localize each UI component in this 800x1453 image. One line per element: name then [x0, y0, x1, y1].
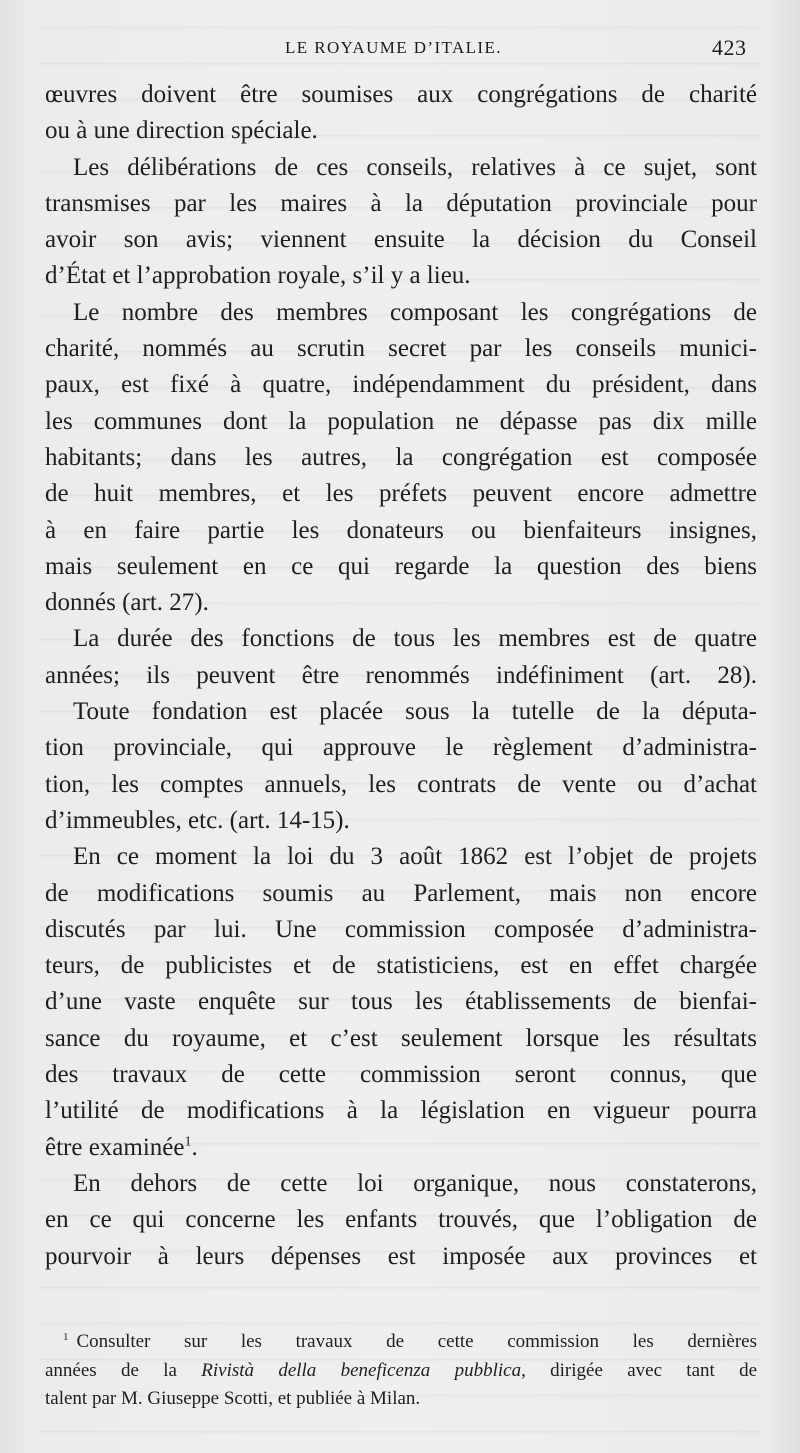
text-line: à en faire partie les donateurs ou bienfaiteurs insignes, — [45, 516, 757, 544]
footnote-block — [45, 1328, 757, 1414]
footnote-reference: 1 — [184, 1134, 192, 1150]
text-line: discutés par lui. Une commission composée d’administra- — [45, 915, 757, 943]
text-line: de modifications soumis au Parlement, mais non encore — [45, 879, 757, 907]
text-line: paux, est fixé à quatre, indépendamment du président, dans — [45, 371, 757, 399]
text-line: teurs, de publicistes et de statisticiens, est en effet chargée — [45, 952, 757, 980]
text-line: habitants; dans les autres, la congrégation est composée — [45, 443, 757, 471]
text-line: des travaux de cette commission seront connus, que — [45, 1061, 757, 1089]
footnote-text: années de la — [45, 1359, 177, 1381]
text-line: en ce qui concerne les enfants trouvés, que l’obligation de — [45, 1206, 757, 1234]
footnote-text: Consulter sur les travaux de cette commission les dernières — [76, 1331, 757, 1352]
paragraph-first-line: Le nombre des membres composant les congrégations de — [73, 298, 757, 326]
text-line: mais seulement en ce qui regarde la question des biens — [45, 552, 757, 580]
paragraph-first-line: Toute fondation est placée sous la tutelle de la députa- — [73, 698, 757, 726]
page-number: 423 — [712, 35, 747, 60]
text-line: d’une vaste enquête sur tous les établissements de bienfai- — [45, 988, 757, 1016]
text-line: d’État et l’approbation royale, s’il y a lieu. — [45, 262, 471, 290]
journal-title: Rivistà della beneficenza pubblica, — [201, 1359, 526, 1381]
text-line: l’utilité de modifications à la législation en vigueur pourra — [45, 1097, 757, 1125]
text-line: donnés (art. 27). — [45, 589, 209, 617]
text-line: tion, les comptes annuels, les contrats de vente ou d’achat — [45, 770, 757, 798]
text-line-with-footnote-ref: être examinée$^1$. — [45, 1133, 198, 1161]
footnote-line: talent par M. Giuseppe Scotti, et publiée à Milan. — [45, 1388, 421, 1409]
text-line: années; ils peuvent être renommés indéfiniment (art. 28). — [45, 661, 757, 689]
text-line: pourvoir à leurs dépenses est imposée aux provinces et — [45, 1242, 757, 1270]
paragraph-first-line: En dehors de cette loi organique, nous constaterons, — [73, 1169, 757, 1197]
footnote-text: dirigée avec tant de — [550, 1359, 758, 1381]
text-fragment: être examinée — [45, 1133, 185, 1161]
text-line: charité, nommés au scrutin secret par les conseils munici- — [45, 335, 757, 363]
footnote-mark: 1 — [63, 1330, 69, 1343]
text-line: de huit membres, et les préfets peuvent encore admettre — [45, 480, 757, 508]
body-text — [45, 77, 757, 1275]
paragraph-first-line: La durée des fonctions de tous les membres est de quatre — [73, 625, 757, 653]
running-title: LE ROYAUME D’ITALIE. — [285, 38, 502, 57]
text-line: avoir son avis; viennent ensuite la décision du Conseil — [45, 226, 757, 254]
text-line: œuvres doivent être soumises aux congrégations de charité — [45, 81, 757, 108]
text-line: d’immeubles, etc. (art. 14-15). — [45, 806, 350, 834]
footnote-line — [45, 1328, 757, 1357]
text-line: sance du royaume, et c’est seulement lorsque les résultats — [45, 1024, 757, 1052]
footnote-line — [45, 1357, 757, 1386]
running-header — [0, 35, 800, 66]
paragraph-first-line: En ce moment la loi du 3 août 1862 est l’objet de projets — [73, 843, 757, 871]
paragraph-first-line: Les délibérations de ces conseils, relatives à ce sujet, sont — [73, 153, 757, 181]
text-line: tion provinciale, qui approuve le règlement d’administra- — [45, 734, 757, 762]
text-line: ou à une direction spéciale. — [45, 117, 318, 145]
text-line: les communes dont la population ne dépasse pas dix mille — [45, 407, 757, 435]
text-line: transmises par les maires à la députation provinciale pour — [45, 189, 757, 217]
